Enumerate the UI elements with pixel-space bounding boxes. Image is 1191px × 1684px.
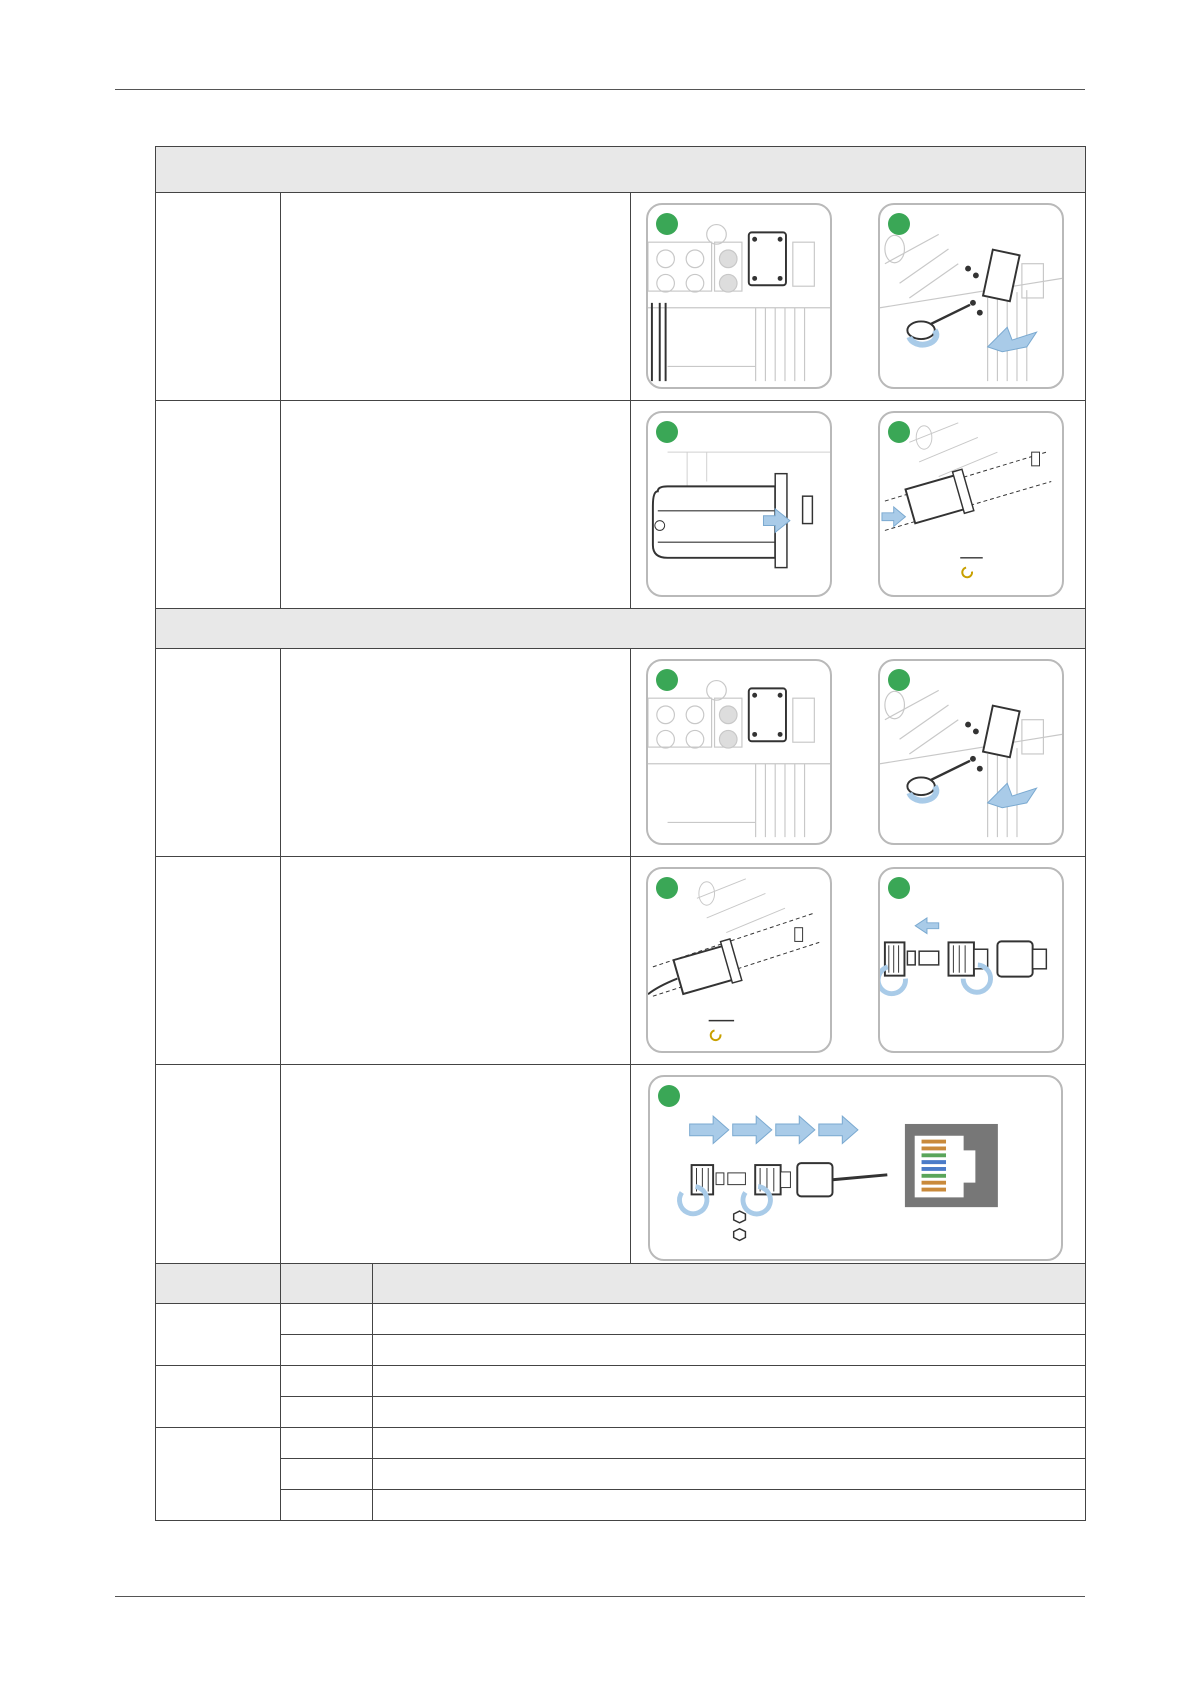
step-description xyxy=(281,857,631,1065)
figure-panel xyxy=(878,203,1064,389)
inverter-bottom-ports-illustration xyxy=(648,661,830,843)
description-cell xyxy=(373,1335,1086,1366)
table-row xyxy=(156,857,1086,1065)
nut-icon xyxy=(734,1211,746,1223)
step-figures xyxy=(631,649,1086,857)
table-row xyxy=(156,1335,1086,1366)
pin-cell xyxy=(281,1428,373,1459)
pin-cell xyxy=(281,1397,373,1428)
table-row xyxy=(156,1366,1086,1397)
group-cell xyxy=(156,1304,281,1366)
section-2-title xyxy=(156,609,1086,649)
pin-cell xyxy=(281,1490,373,1521)
table-row xyxy=(156,649,1086,857)
screwdriver-remove-cover-illustration xyxy=(880,205,1062,387)
step-figures xyxy=(631,1065,1086,1273)
header-rule xyxy=(115,89,1085,90)
connector-disassembly-illustration xyxy=(880,869,1062,1051)
table-row xyxy=(156,1490,1086,1521)
rj45-port-icon xyxy=(905,1124,998,1207)
push-arrow-icon xyxy=(882,507,905,527)
procedure-table xyxy=(155,146,1086,1273)
description-cell xyxy=(373,1428,1086,1459)
column-header xyxy=(281,1264,373,1304)
pin-cell xyxy=(281,1459,373,1490)
step-label xyxy=(156,1065,281,1273)
push-arrow-icon xyxy=(690,1116,858,1143)
figure-panel xyxy=(878,867,1064,1053)
figure-panel xyxy=(648,1075,1063,1261)
step-description xyxy=(281,193,631,401)
inverter-bottom-ports-illustration xyxy=(648,205,830,387)
step-description xyxy=(281,1065,631,1273)
table-row xyxy=(156,1065,1086,1273)
figure-panel xyxy=(646,867,832,1053)
module-insert-illustration xyxy=(648,413,830,595)
column-header xyxy=(373,1264,1086,1304)
step-number-badge xyxy=(888,669,910,691)
figure-panel xyxy=(646,203,832,389)
section-1-title xyxy=(156,147,1086,193)
group-cell xyxy=(156,1366,281,1428)
step-number-badge xyxy=(888,877,910,899)
rotate-arrow-icon xyxy=(962,568,972,578)
table-row xyxy=(156,1397,1086,1428)
push-arrow-icon xyxy=(915,918,938,934)
step-figures xyxy=(631,857,1086,1065)
step-number-badge xyxy=(656,421,678,443)
step-number-badge xyxy=(656,877,678,899)
module-with-cable-fasten-illustration xyxy=(648,869,830,1051)
step-number-badge xyxy=(888,213,910,235)
figure-panel xyxy=(646,411,832,597)
table-row xyxy=(156,1304,1086,1335)
step-number-badge xyxy=(658,1085,680,1107)
pin-cell xyxy=(281,1366,373,1397)
push-arrow-icon xyxy=(988,783,1037,807)
connector-assembly-illustration xyxy=(650,1077,1061,1259)
step-label xyxy=(156,857,281,1065)
description-cell xyxy=(373,1397,1086,1428)
step-number-badge xyxy=(888,421,910,443)
table-row xyxy=(156,401,1086,609)
group-cell xyxy=(156,1428,281,1521)
description-cell xyxy=(373,1366,1086,1397)
screwdriver-remove-cover-illustration xyxy=(880,661,1062,843)
step-description xyxy=(281,401,631,609)
figure-panel xyxy=(646,659,832,845)
table-row xyxy=(156,1459,1086,1490)
step-figures xyxy=(631,193,1086,401)
pin-assignment-table xyxy=(155,1263,1086,1521)
rotate-arrow-icon xyxy=(711,1030,721,1040)
step-figures xyxy=(631,401,1086,609)
pin-cell xyxy=(281,1304,373,1335)
step-label xyxy=(156,649,281,857)
nut-icon xyxy=(734,1229,746,1241)
description-cell xyxy=(373,1490,1086,1521)
step-description xyxy=(281,649,631,857)
step-label xyxy=(156,401,281,609)
description-cell xyxy=(373,1459,1086,1490)
step-label xyxy=(156,193,281,401)
footer-rule xyxy=(115,1596,1085,1597)
step-number-badge xyxy=(656,213,678,235)
table-row xyxy=(156,193,1086,401)
step-number-badge xyxy=(656,669,678,691)
figure-panel xyxy=(878,411,1064,597)
table-row xyxy=(156,1428,1086,1459)
figure-panel xyxy=(878,659,1064,845)
push-arrow-icon xyxy=(988,327,1037,351)
column-header xyxy=(156,1264,281,1304)
pin-cell xyxy=(281,1335,373,1366)
module-fasten-illustration xyxy=(880,413,1062,595)
description-cell xyxy=(373,1304,1086,1335)
